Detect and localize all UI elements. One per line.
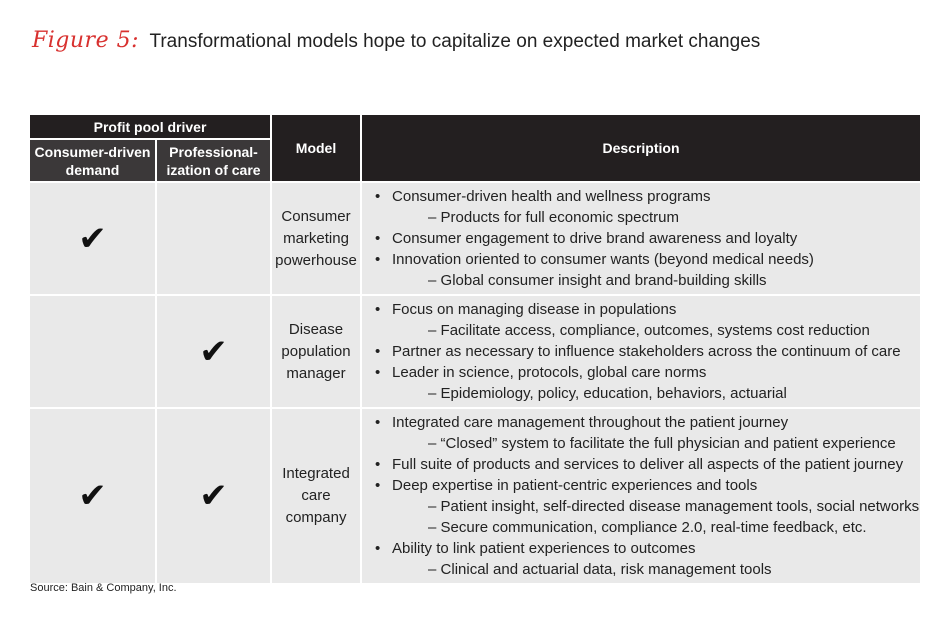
consumer-driven-cell [30,182,156,295]
models-table [30,115,920,583]
checkmark-icon: ✔ [199,331,228,372]
item-text: Consumer engagement to drive brand awareness and loyalty [392,230,798,247]
item-text: Ability to link patient experiences to outcomes [392,540,696,557]
bullet-item [374,538,920,559]
checkmark-icon: ✔ [199,476,228,516]
bullet-icon: • [375,414,381,431]
consumer-driven-cell [30,408,156,583]
consumer-driven-cell [30,295,156,408]
professionalization-of-care-header: Professional- ization of care [156,139,271,182]
bullet-icon: • [375,364,381,381]
model-name-line: company [285,509,347,526]
bullet-item [374,186,920,207]
item-text: Consumer-driven health and wellness programs [392,188,711,205]
bullet-icon: • [375,230,381,247]
professionalization-cell [156,408,271,583]
source-note: Source: Bain & Company, Inc. [30,582,177,594]
table-row [30,182,920,295]
bullet-icon: • [375,301,381,318]
description-list [374,186,920,291]
item-text: – Facilitate access, compliance, outcomes, systems cost reduction [428,322,870,339]
item-text: – Clinical and actuarial data, risk management tools [428,561,772,578]
figure-title [32,28,760,53]
description-cell [361,182,920,295]
description-list [374,412,920,580]
table-row [30,295,920,408]
model-name-line: Integrated [282,465,350,482]
model-name-line: manager [286,364,346,382]
bullet-item [374,249,920,270]
description-cell [361,408,920,583]
figure-label: Figure 5: [32,28,139,53]
sub-bullet-item [374,496,920,517]
professionalization-cell [156,295,271,408]
item-text: Full suite of products and services to deliver all aspects of the patient journey [392,456,904,473]
model-cell [271,182,361,295]
description-header: Description [361,115,920,182]
sub-bullet-item [374,383,920,404]
sub-bullet-item [374,320,920,341]
bullet-item [374,299,920,320]
figure-title-text: Transformational models hope to capitalize on expected market changes [149,31,761,52]
bullet-icon: • [375,456,381,473]
bullet-icon: • [375,540,381,557]
model-header: Model [271,115,361,182]
consumer-driven-demand-header: Consumer-driven demand [30,139,156,182]
item-text: Leader in science, protocols, global care norms [392,364,707,381]
sub-bullet-item [374,207,920,228]
bullet-icon: • [375,251,381,268]
item-text: Integrated care management throughout the patient journey [392,414,789,431]
item-text: Deep expertise in patient-centric experiences and tools [392,477,758,494]
description-cell [361,295,920,408]
bullet-item [374,475,920,496]
bullet-item [374,412,920,433]
model-name-line: care [301,487,331,504]
sub-bullet-item [374,270,920,291]
item-text: Focus on managing disease in populations [392,301,677,318]
item-text: Partner as necessary to influence stakeholders across the continuum of care [392,343,901,360]
model-name-line: Consumer [281,207,351,225]
checkmark-icon: ✔ [78,476,107,516]
model-name-line: population [281,342,351,360]
model-cell [271,408,361,583]
bullet-icon: • [375,188,381,205]
bullet-icon: • [375,477,381,494]
table-row [30,408,920,583]
item-text: – Products for full economic spectrum [428,209,679,226]
description-list [374,299,920,404]
bullet-item [374,362,920,383]
item-text: – Global consumer insight and brand-building skills [428,272,767,289]
item-text: – “Closed” system to facilitate the full physician and patient experience [428,435,896,452]
model-name-line: marketing [283,229,349,247]
checkmark-icon: ✔ [78,218,107,259]
bullet-item [374,228,920,249]
sub-bullet-item [374,559,920,580]
bullet-item [374,454,920,475]
model-name-line: powerhouse [275,251,357,269]
sub-bullet-item [374,433,920,454]
item-text: Innovation oriented to consumer wants (beyond medical needs) [392,251,814,268]
bullet-item [374,341,920,362]
item-text: – Secure communication, compliance 2.0, real-time feedback, etc. [428,519,867,536]
model-name-line: Disease [288,320,344,338]
item-text: – Epidemiology, policy, education, behaviors, actuarial [428,385,787,402]
sub-bullet-item [374,517,920,538]
item-text: – Patient insight, self-directed disease management tools, social networks [428,498,920,515]
bullet-icon: • [375,343,381,360]
professionalization-cell [156,182,271,295]
model-cell [271,295,361,408]
profit-pool-driver-header: Profit pool driver [30,115,271,139]
